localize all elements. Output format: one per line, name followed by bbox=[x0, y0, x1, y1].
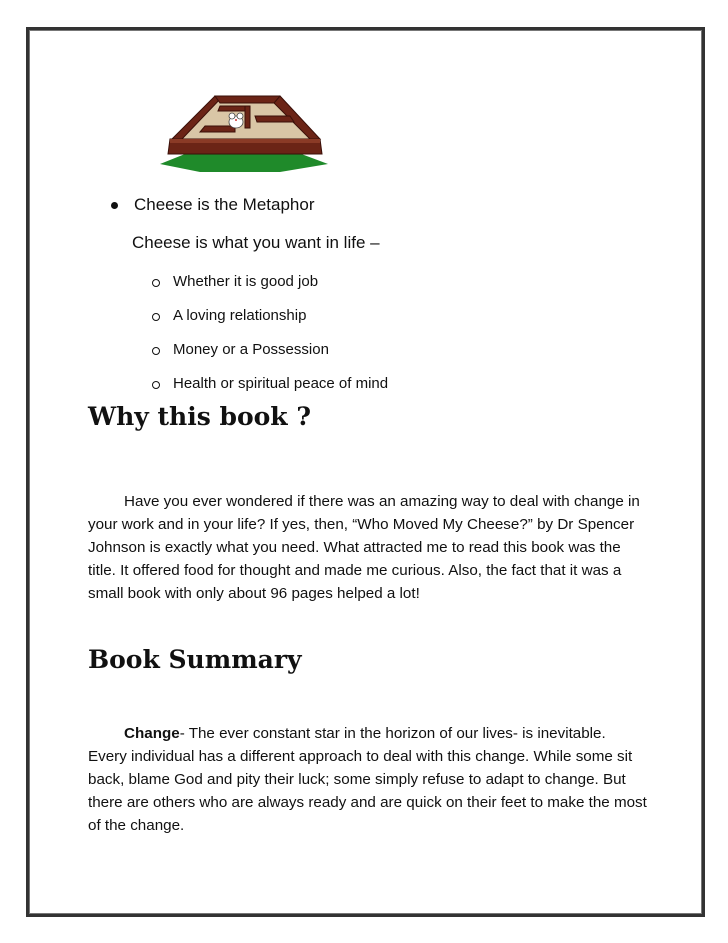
summary-lead-bold: Change bbox=[124, 725, 180, 742]
list-item bbox=[152, 333, 388, 367]
sub-list bbox=[152, 265, 388, 401]
bullet-subtitle: Cheese is what you want in life – bbox=[132, 233, 380, 252]
bullet-heading: Cheese is the Metaphor bbox=[134, 195, 315, 214]
maze-illustration bbox=[160, 94, 328, 172]
circle-bullet-icon bbox=[152, 279, 160, 287]
circle-bullet-icon bbox=[152, 313, 160, 321]
list-item bbox=[152, 367, 388, 401]
circle-bullet-icon bbox=[152, 347, 160, 355]
summary-body: - The ever constant star in the horizon of our lives- is inevitable. Every individual has a different approach to deal with this change. While some sit back, blame God and pity their luck; some simply refuse to adapt to change. But there are others who are always ready and are quick on their feet to make the most of the change. bbox=[88, 725, 647, 834]
list-item-label: A loving relationship bbox=[173, 307, 307, 324]
summary-paragraph bbox=[88, 722, 648, 837]
list-item bbox=[152, 299, 388, 333]
list-item-label: Whether it is good job bbox=[173, 273, 319, 290]
circle-bullet-icon bbox=[152, 381, 160, 389]
bullet-item bbox=[108, 194, 315, 216]
bullet-dot-icon bbox=[111, 202, 118, 209]
list-item-label: Health or spiritual peace of mind bbox=[173, 375, 389, 392]
why-heading: Why this book ? bbox=[88, 402, 311, 431]
list-item bbox=[152, 265, 388, 299]
summary-heading: Book Summary bbox=[88, 645, 302, 674]
why-paragraph: Have you ever wondered if there was an amazing way to deal with change in your work and in your life? If yes, then, “Who Moved My Cheese?” by Dr Spencer Johnson is exactly what you need. What attracted me to read this book was the title. It offered food for thought and made me curious. Also, the fact that it was a small book with only about 96 pages helped a lot! bbox=[88, 493, 640, 602]
list-item-label: Money or a Possession bbox=[173, 341, 329, 358]
